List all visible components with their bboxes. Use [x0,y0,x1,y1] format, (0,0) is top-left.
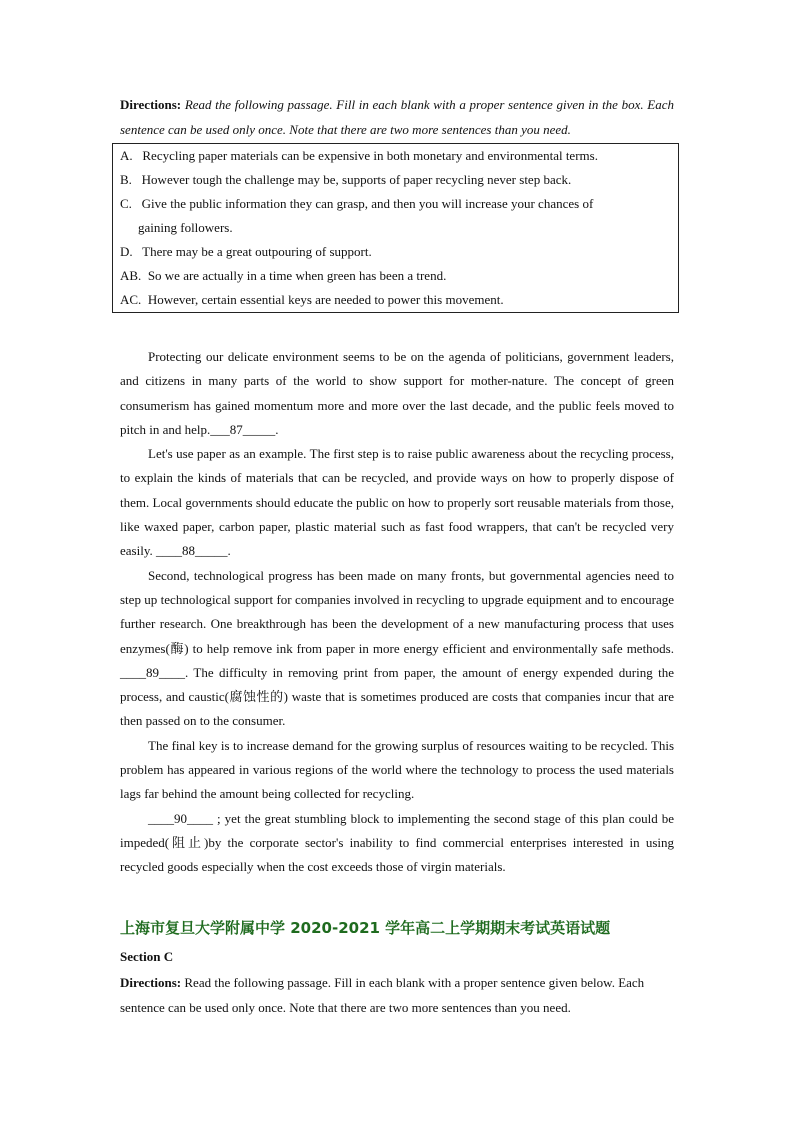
exam-title: 上海市复旦大学附属中学 2020-2021 学年高二上学期期末考试英语试题 [120,919,611,937]
option-letter: AC. [120,292,142,307]
directions-label: Directions: [120,975,182,990]
option-ab [120,264,673,288]
section-heading: Section C [120,949,174,964]
option-text: There may be a great outpouring of support. [142,244,372,259]
passage-paragraph: Second, technological progress has been made on many fronts, but governmental agencies need to step up technological support for companies involved in recycling to upgrade equipment and to encourage further research. One breakthrough has been the development of a new manufacturing process that uses enzymes(酶) to help remove ink from paper in more energy efficient and environmentally safe methods. ____89____. The difficulty in removing print from paper, the amount of energy expended during the process, and caustic(腐蚀性的) waste that is sometimes produced are costs that companies incur that are then passed on to the consumer. [120,567,674,729]
option-text: However tough the challenge may be, supports of paper recycling never step back. [141,172,572,187]
option-a [120,144,673,168]
option-b [120,168,673,192]
option-ac [120,288,673,312]
option-letter: A. [120,148,133,163]
option-text: However, certain essential keys are needed to power this movement. [147,292,504,307]
passage-paragraph: Protecting our delicate environment seems to be on the agenda of politicians, government leaders, and citizens in many parts of the world to show support for mother-nature. The concept of green consumerism has gained momentum more and more over the last decade, and the public feels moved to pitch in and help.___87_____. [120,349,674,437]
passage [120,345,674,880]
option-text: So we are actually in a time when green has been a trend. [147,268,447,283]
option-c [120,192,673,240]
passage-paragraph: The final key is to increase demand for the growing surplus of resources waiting to be recycled. This problem has appeared in various regions of the world where the technology to process the used materials lags far behind the amount being collected for recycling. [120,737,674,802]
option-letter: D. [120,244,133,259]
options-box [112,143,679,313]
option-d [120,240,673,264]
directions-label: Directions: [120,97,182,112]
option-text-continued: gaining followers. [138,220,233,235]
directions-text: Read the following passage. Fill in each blank with a proper sentence given in the box. Each sentence can be used only once. Note that there are two more sentences than you need. [120,97,675,137]
passage-paragraph: ____90____ ; yet the great stumbling block to implementing the second stage of this plan could be impeded(阻止)by the corporate sector's inability to find commercial enterprises interested in using recycled goods especially when the cost exceeds those of virgin materials. [120,810,674,875]
option-letter: C. [120,196,132,211]
section-c-directions [120,970,680,1020]
option-text: Give the public information they can grasp, and then you will increase your chances of [141,196,594,211]
option-text: Recycling paper materials can be expensive in both monetary and environmental terms. [142,148,598,163]
directions-text: Read the following passage. Fill in each blank with a proper sentence given below. Each sentence can be used only once. Note that there are two more sentences than you need. [120,975,645,1015]
directions [120,93,674,142]
option-letter: B. [120,172,132,187]
option-letter: AB. [120,268,142,283]
passage-paragraph: Let's use paper as an example. The first step is to raise public awareness about the recycling process, to explain the kinds of materials that can be recycled, and provide ways on how to properly dispose of them. Local governments should educate the public on how to properly sort reusable materials from those, like waxed paper, carbon paper, plastic material such as fast food wrappers, that can't be recycled very easily. ____88_____. [120,446,674,559]
